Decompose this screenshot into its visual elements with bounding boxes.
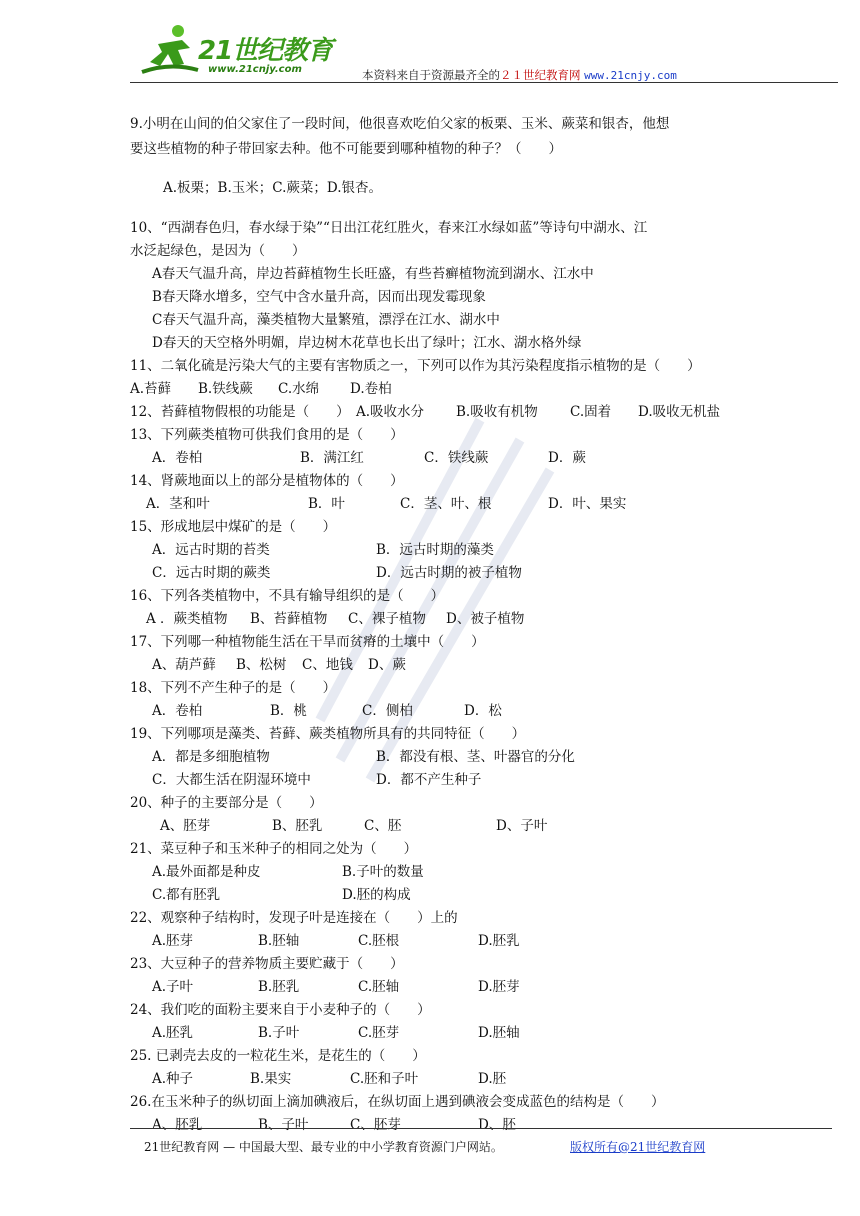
- question-10-option-c: C春天气温升高，藻类植物大量繁殖，漂浮在江水、湖水中: [152, 312, 500, 328]
- footer-divider: [130, 1128, 832, 1129]
- question-25-option-a: A.种子: [152, 1071, 194, 1087]
- question-20-option-b: B、胚乳: [272, 818, 323, 834]
- question-21-option-d: D.胚的构成: [342, 887, 411, 903]
- question-23-line-1: 23、大豆种子的营养物质主要贮藏于（ ）: [130, 956, 404, 972]
- question-13-option-d: D．蕨: [548, 450, 586, 466]
- question-22-option-b: B.胚轴: [258, 933, 300, 949]
- question-25-option-c: C.胚和子叶: [350, 1071, 419, 1087]
- question-19-line-1: 19、下列哪项是藻类、苔藓、蕨类植物所具有的共同特征（ ）: [130, 726, 526, 742]
- question-13-option-a: A．卷柏: [152, 450, 203, 466]
- question-17-line-1: 17、下列哪一种植物能生活在干旱而贫瘠的土壤中（ ）: [130, 634, 485, 650]
- question-19-option-b: B．都没有根、茎、叶器官的分化: [376, 749, 575, 765]
- question-17-option-d: D、蕨: [368, 657, 406, 673]
- question-11-line-1: 11、二氧化硫是污染大气的主要有害物质之一，下列可以作为其污染程度指示植物的是（ ）: [130, 358, 701, 374]
- question-15-line-1: 15、形成地层中煤矿的是（ ）: [130, 519, 337, 535]
- question-19-option-c: C．大都生活在阴湿环境中: [152, 772, 311, 788]
- question-9-line-2: 要这些植物的种子带回家去种。他不可能要到哪种植物的种子？（ ）: [130, 141, 562, 157]
- question-18-option-b: B．桃: [270, 703, 307, 719]
- question-21-option-a: A.最外面都是种皮: [152, 864, 261, 880]
- question-11-option-b: B.铁线蕨: [198, 381, 253, 397]
- question-25-option-b: B.果实: [250, 1071, 292, 1087]
- question-24-option-a: A.胚乳: [152, 1025, 194, 1041]
- question-12-option-a: A.吸收水分: [356, 404, 425, 420]
- logo-url: www.21cnjy.com: [208, 64, 302, 75]
- header-divider: [130, 82, 838, 83]
- question-9-options: A.板栗；B.玉米；C.蕨菜；D.银杏。: [163, 180, 383, 196]
- header-site-link[interactable]: www.21cnjy.com: [584, 69, 677, 82]
- question-20-option-d: D、子叶: [496, 818, 548, 834]
- question-10-line-1: 10、“西湖春色归，春水绿于染”“日出江花红胜火，春来江水绿如蓝”等诗句中湖水、江: [130, 220, 648, 236]
- question-20-line-1: 20、种子的主要部分是（ ）: [130, 795, 323, 811]
- question-21-option-b: B.子叶的数量: [342, 864, 424, 880]
- question-14-line-1: 14、肾蕨地面以上的部分是植物体的（ ）: [130, 473, 404, 489]
- question-26-option-b: B、子叶: [258, 1117, 309, 1133]
- question-13-line-1: 13、下列蕨类植物可供我们食用的是（ ）: [130, 427, 404, 443]
- question-10-option-d: D春天的天空格外明媚，岸边树木花草也长出了绿叶；江水、湖水格外绿: [152, 335, 582, 351]
- question-24-option-c: C.胚芽: [358, 1025, 400, 1041]
- question-16-option-b: B、苔藓植物: [250, 611, 328, 627]
- question-10-option-b: B春天降水增多，空气中含水量升高，因而出现发霉现象: [152, 289, 486, 305]
- question-18-option-a: A．卷柏: [152, 703, 203, 719]
- question-21-line-1: 21、菜豆种子和玉米种子的相同之处为（ ）: [130, 841, 418, 857]
- question-12-option-c: C.固着: [570, 404, 612, 420]
- question-17-option-c: C、地钱: [302, 657, 353, 673]
- question-12-option-b: B.吸收有机物: [456, 404, 538, 420]
- question-17-option-a: A、葫芦藓: [152, 657, 216, 673]
- question-23-option-c: C.胚轴: [358, 979, 400, 995]
- question-12-line-1: 12、苔藓植物假根的功能是（ ）: [130, 404, 350, 420]
- question-23-option-b: B.胚乳: [258, 979, 300, 995]
- question-14-option-b: B．叶: [308, 496, 345, 512]
- header-note-prefix: 本资料来自于资源最齐全的: [362, 68, 500, 82]
- logo-text: 21世纪教育: [198, 36, 333, 66]
- question-13-option-c: C．铁线蕨: [424, 450, 489, 466]
- question-25-line-1: 25. 已剥壳去皮的一粒花生米，是花生的（ ）: [130, 1048, 426, 1064]
- question-24-option-d: D.胚轴: [478, 1025, 520, 1041]
- question-16-option-d: D、被子植物: [446, 611, 525, 627]
- footer-text: 21世纪教育网 — 中国最大型、最专业的中小学教育资源门户网站。: [144, 1140, 503, 1154]
- question-16-option-a: A ．蕨类植物: [146, 611, 228, 627]
- page-footer: [130, 1128, 832, 1154]
- question-16-line-1: 16、下列各类植物中，不具有输导组织的是（ ）: [130, 588, 445, 604]
- question-19-option-d: D．都不产生种子: [376, 772, 482, 788]
- question-18-line-1: 18、下列不产生种子的是（ ）: [130, 680, 337, 696]
- question-26-option-c: C、胚芽: [350, 1117, 401, 1133]
- question-24-option-b: B.子叶: [258, 1025, 300, 1041]
- question-22-option-a: A.胚芽: [152, 933, 194, 949]
- question-10-line-2: 水泛起绿色，是因为（ ）: [130, 243, 306, 259]
- question-21-option-c: C.都有胚乳: [152, 887, 221, 903]
- question-9-line-1: 9.小明在山间的伯父家住了一段时间，他很喜欢吃伯父家的板栗、玉米、蕨菜和银杏，他想: [130, 116, 670, 132]
- question-11-option-c: C.水绵: [278, 381, 320, 397]
- runner-logo-icon: [138, 22, 202, 80]
- site-logo: [138, 22, 348, 82]
- question-25-option-d: D.胚: [478, 1071, 507, 1087]
- footer-copyright-link[interactable]: 版权所有@21世纪教育网: [570, 1140, 706, 1154]
- question-17-option-b: B、松树: [236, 657, 287, 673]
- question-14-option-d: D．叶、果实: [548, 496, 627, 512]
- question-22-option-c: C.胚根: [358, 933, 400, 949]
- question-26-option-d: D、胚: [478, 1117, 516, 1133]
- question-15-option-a: A．远古时期的苔类: [152, 542, 270, 558]
- question-23-option-a: A.子叶: [152, 979, 194, 995]
- question-22-line-1: 22、观察种子结构时，发现子叶是连接在（ ）上的: [130, 910, 458, 926]
- question-23-option-d: D.胚芽: [478, 979, 520, 995]
- header-brand-link[interactable]: ２１世纪教育网: [500, 68, 581, 82]
- question-14-option-c: C．茎、叶、根: [400, 496, 492, 512]
- question-22-option-d: D.胚乳: [478, 933, 520, 949]
- question-20-option-c: C、胚: [364, 818, 402, 834]
- question-19-option-a: A．都是多细胞植物: [152, 749, 270, 765]
- question-26-option-a: A、胚乳: [152, 1117, 203, 1133]
- header-note: [362, 67, 677, 83]
- question-16-option-c: C、裸子植物: [348, 611, 426, 627]
- question-26-line-1: 26.在玉米种子的纵切面上滴加碘液后，在纵切面上遇到碘液会变成蓝色的结构是（ ）: [130, 1094, 665, 1110]
- question-13-option-b: B．满江红: [300, 450, 364, 466]
- question-11-option-d: D.卷柏: [350, 381, 392, 397]
- page-header: [130, 22, 840, 86]
- question-24-line-1: 24、我们吃的面粉主要来自于小麦种子的（ ）: [130, 1002, 431, 1018]
- question-14-option-a: A．茎和叶: [146, 496, 210, 512]
- question-18-option-c: C．侧柏: [362, 703, 413, 719]
- question-10-option-a: A春天气温升高，岸边苔藓植物生长旺盛，有些苔癣植物流到湖水、江水中: [152, 266, 594, 282]
- question-15-option-d: D．远古时期的被子植物: [376, 565, 522, 581]
- question-15-option-b: B．远古时期的藻类: [376, 542, 494, 558]
- question-15-option-c: C．远古时期的蕨类: [152, 565, 271, 581]
- question-18-option-d: D．松: [464, 703, 502, 719]
- question-20-option-a: A、胚芽: [160, 818, 211, 834]
- question-11-option-a: A.苔藓: [130, 381, 172, 397]
- question-12-option-d: D.吸收无机盐: [638, 404, 721, 420]
